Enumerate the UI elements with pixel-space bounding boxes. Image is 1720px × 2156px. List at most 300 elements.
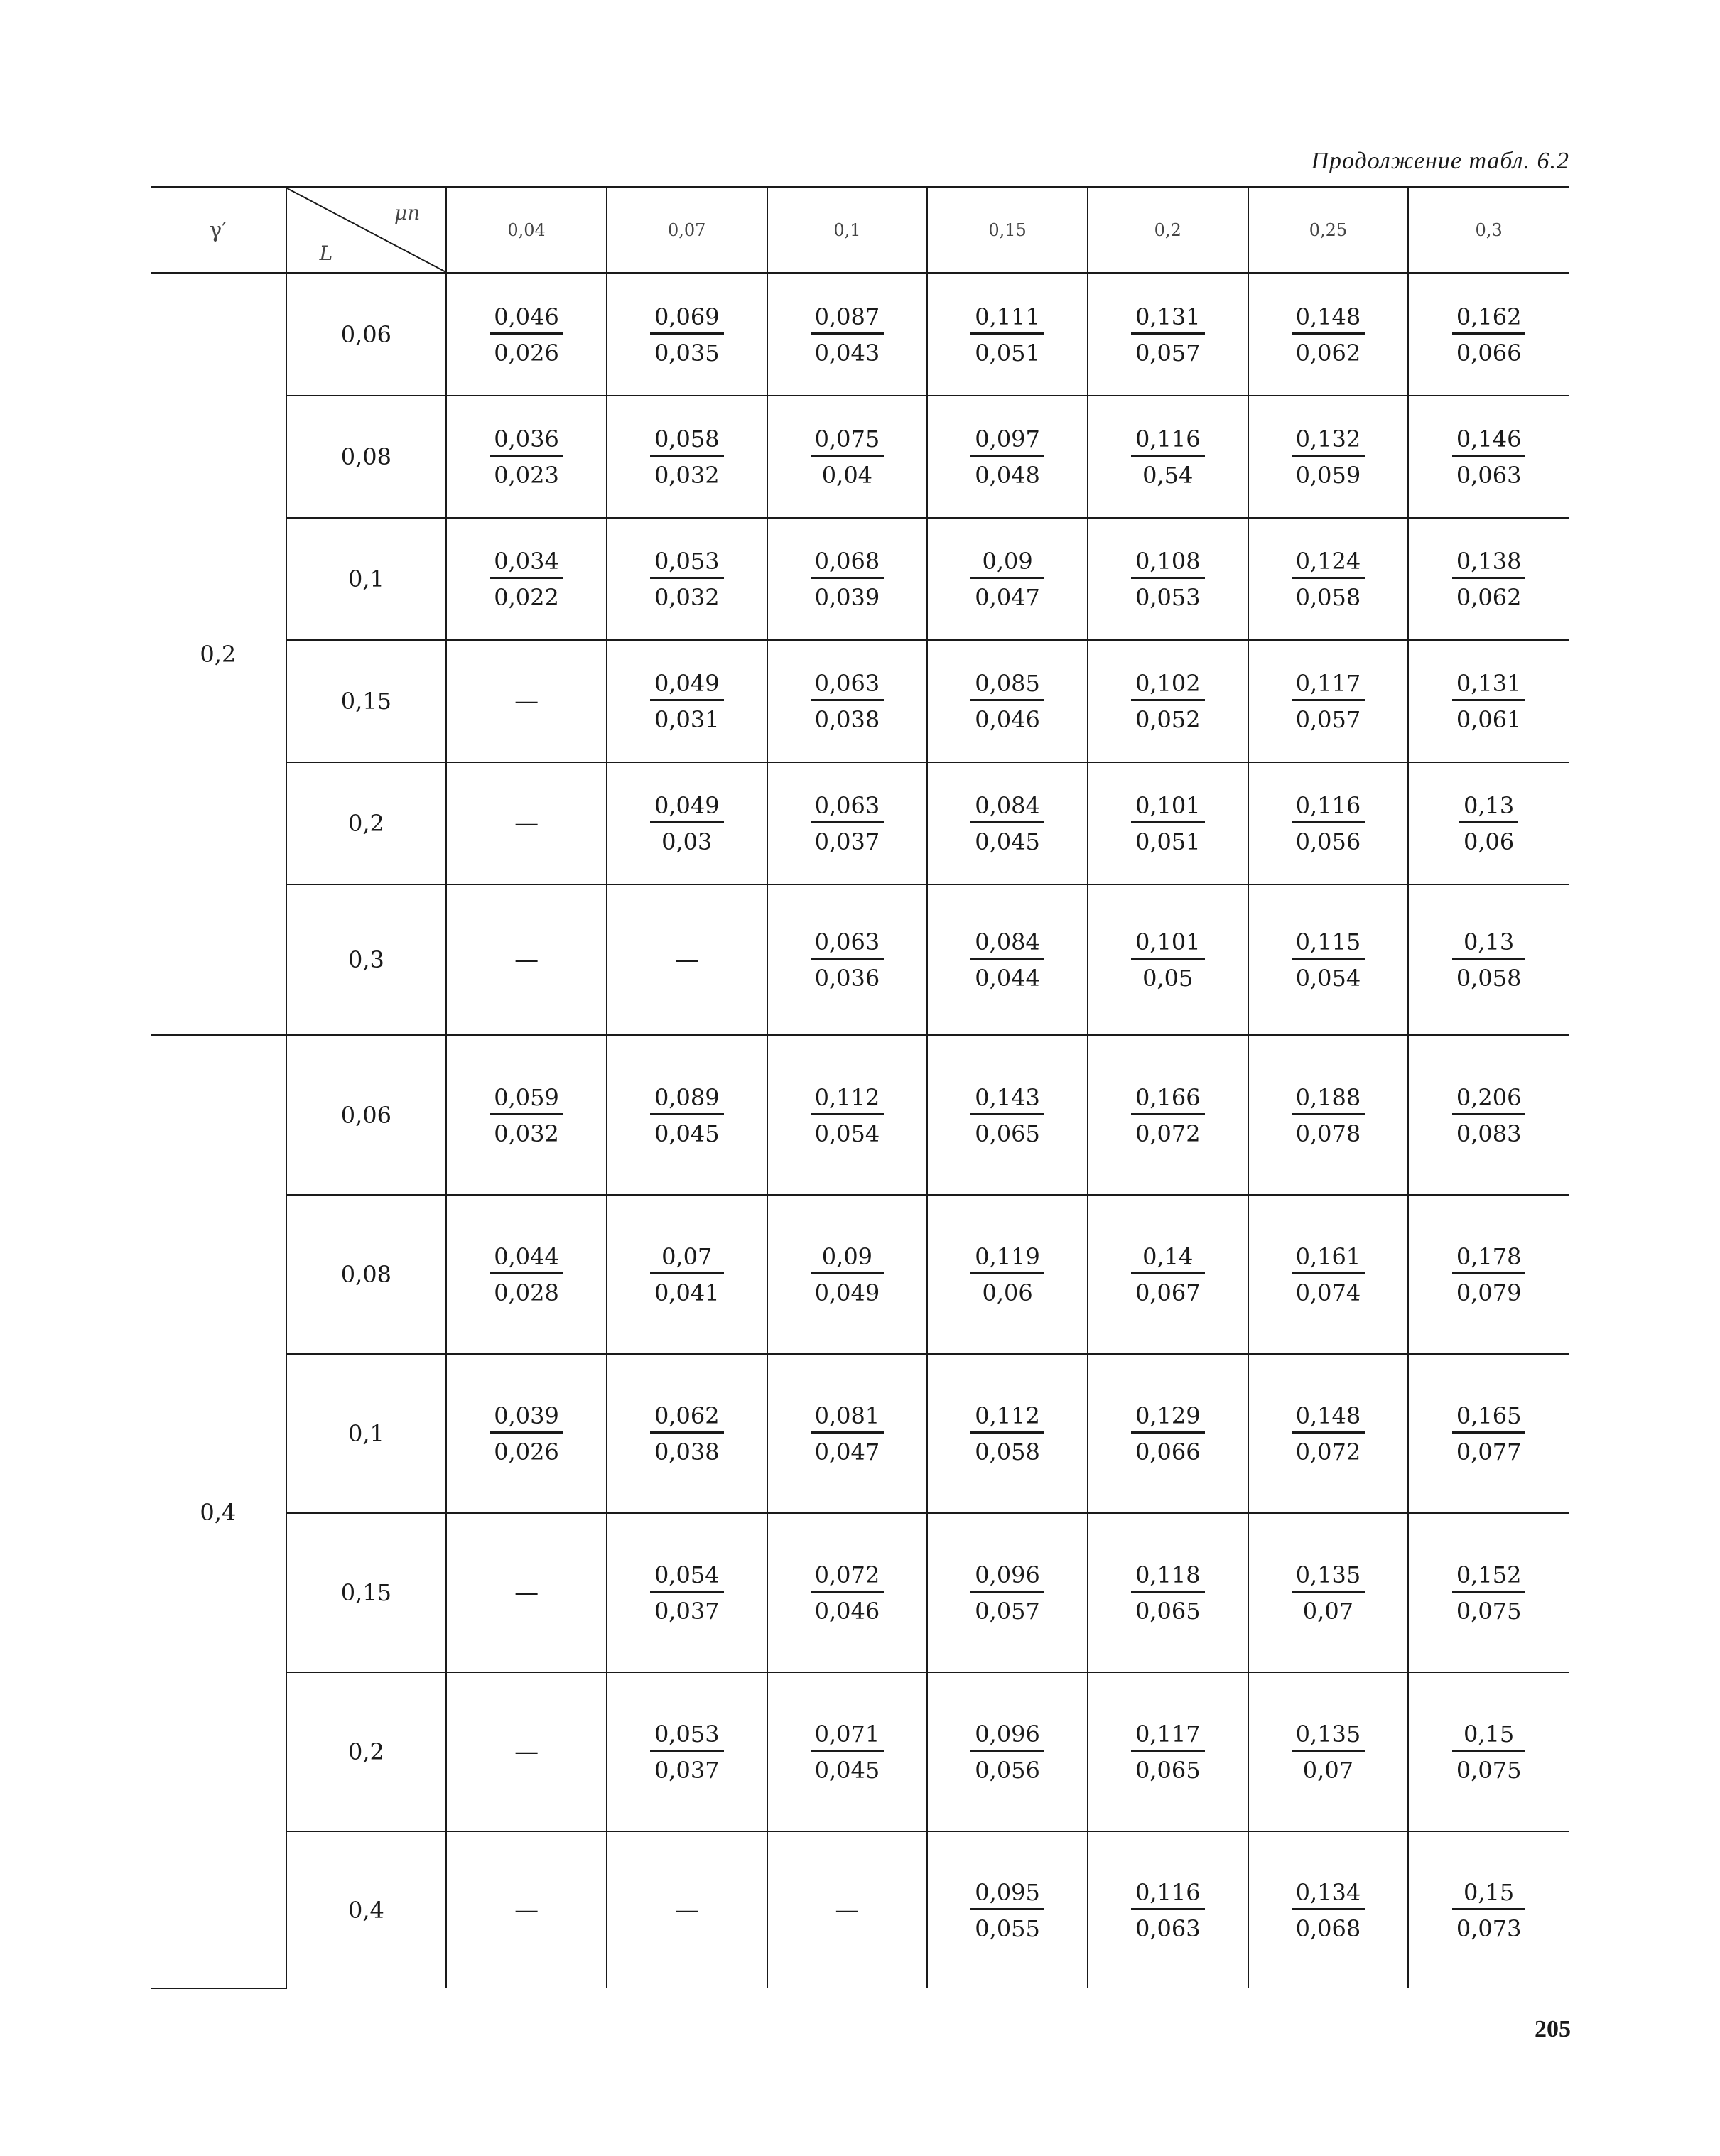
value-cell — [767, 1831, 928, 1988]
fraction — [490, 1083, 563, 1148]
value-cell — [446, 884, 607, 1036]
fraction-numerator: 0,117 — [1131, 1720, 1205, 1752]
value-cell — [767, 1036, 928, 1196]
fraction-denominator: 0,079 — [1456, 1279, 1522, 1306]
fraction — [650, 303, 724, 367]
fraction-denominator: 0,058 — [975, 1438, 1040, 1466]
fraction-denominator: 0,047 — [814, 1438, 880, 1466]
fraction-numerator: 0,059 — [490, 1083, 563, 1115]
value-cell — [1248, 1036, 1409, 1196]
value-cell — [1248, 884, 1409, 1036]
value-cell — [1088, 1036, 1248, 1196]
fraction-numerator: 0,063 — [811, 669, 885, 701]
fraction-denominator: 0,052 — [1135, 705, 1201, 733]
value-cell — [1248, 1831, 1409, 1988]
value-cell — [927, 1195, 1088, 1354]
fraction-numerator: 0,044 — [490, 1242, 563, 1274]
fraction — [1131, 1242, 1205, 1307]
empty-dash: — — [674, 946, 699, 974]
fraction-numerator: 0,049 — [650, 669, 724, 701]
l-value-cell: 0,15 — [286, 1513, 447, 1672]
fraction-numerator: 0,063 — [811, 928, 885, 960]
fraction-denominator: 0,035 — [654, 339, 720, 367]
fraction — [811, 1242, 885, 1307]
table-row — [151, 1354, 1569, 1513]
value-cell — [767, 762, 928, 884]
value-cell — [1408, 884, 1569, 1036]
fraction-numerator: 0,146 — [1452, 425, 1526, 457]
fraction-denominator: 0,041 — [654, 1279, 720, 1306]
fraction — [970, 1561, 1044, 1625]
fraction — [811, 1720, 885, 1784]
fraction-denominator: 0,058 — [1456, 964, 1522, 992]
value-cell — [607, 640, 767, 762]
diagonal-line — [287, 188, 446, 272]
table-row — [151, 884, 1569, 1036]
gamma-header: γ′ — [151, 188, 286, 273]
fraction-denominator: 0,049 — [814, 1279, 880, 1306]
fraction-numerator: 0,14 — [1131, 1242, 1205, 1274]
value-cell — [767, 396, 928, 518]
fraction — [1452, 547, 1526, 612]
fraction — [970, 1083, 1044, 1148]
value-cell — [1248, 518, 1409, 640]
table-row — [151, 1672, 1569, 1831]
fraction-numerator: 0,166 — [1131, 1083, 1205, 1115]
fraction — [650, 1083, 724, 1148]
value-cell — [446, 1354, 607, 1513]
value-cell — [767, 1195, 928, 1354]
fraction-numerator: 0,09 — [970, 547, 1044, 579]
fraction — [970, 547, 1044, 612]
empty-dash: — — [835, 1896, 860, 1924]
value-cell — [767, 273, 928, 396]
fraction-denominator: 0,065 — [1135, 1597, 1201, 1625]
fraction-denominator: 0,032 — [654, 583, 720, 611]
fraction — [1452, 1878, 1526, 1943]
l-value-cell: 0,1 — [286, 1354, 447, 1513]
fraction-numerator: 0,165 — [1452, 1402, 1526, 1434]
fraction — [1292, 1561, 1365, 1625]
value-cell — [1408, 762, 1569, 884]
value-cell — [1088, 884, 1248, 1036]
fraction-denominator: 0,072 — [1135, 1120, 1201, 1147]
fraction — [970, 1720, 1044, 1784]
empty-dash: — — [514, 809, 539, 838]
table-caption: Продолжение табл. 6.2 — [1311, 148, 1569, 174]
fraction — [1131, 928, 1205, 992]
mu-column-header: 0,07 — [607, 188, 767, 273]
fraction-denominator: 0,062 — [1456, 583, 1522, 611]
fraction — [1292, 669, 1365, 734]
fraction-numerator: 0,138 — [1452, 547, 1526, 579]
fraction-denominator: 0,045 — [814, 1756, 880, 1784]
fraction-numerator: 0,135 — [1292, 1720, 1365, 1752]
fraction-numerator: 0,178 — [1452, 1242, 1526, 1274]
fraction-denominator: 0,074 — [1295, 1279, 1361, 1306]
fraction — [811, 928, 885, 992]
value-cell — [446, 762, 607, 884]
fraction-denominator: 0,044 — [975, 964, 1040, 992]
fraction — [650, 547, 724, 612]
fraction-denominator: 0,063 — [1135, 1914, 1201, 1942]
fraction-denominator: 0,038 — [654, 1438, 720, 1466]
empty-dash: — — [674, 1896, 699, 1924]
value-cell — [1248, 1513, 1409, 1672]
fraction — [650, 1242, 724, 1307]
fraction — [1292, 791, 1365, 856]
fraction-numerator: 0,162 — [1452, 303, 1526, 335]
mu-column-header: 0,3 — [1408, 188, 1569, 273]
value-cell — [1088, 396, 1248, 518]
value-cell — [1408, 1831, 1569, 1988]
table-row — [151, 762, 1569, 884]
fraction-numerator: 0,116 — [1131, 1878, 1205, 1910]
fraction-denominator: 0,026 — [494, 339, 559, 367]
value-cell — [1248, 640, 1409, 762]
value-cell — [927, 640, 1088, 762]
value-cell — [927, 1513, 1088, 1672]
value-cell — [1408, 396, 1569, 518]
fraction-numerator: 0,096 — [970, 1561, 1044, 1593]
table-row — [151, 1195, 1569, 1354]
fraction-denominator: 0,075 — [1456, 1756, 1522, 1784]
fraction-numerator: 0,084 — [970, 928, 1044, 960]
value-cell — [446, 273, 607, 396]
fraction-numerator: 0,053 — [650, 1720, 724, 1752]
fraction — [811, 1561, 885, 1625]
value-cell — [927, 1672, 1088, 1831]
value-cell — [1088, 273, 1248, 396]
value-cell — [1248, 1672, 1409, 1831]
fraction — [1131, 1720, 1205, 1784]
fraction-denominator: 0,06 — [982, 1279, 1033, 1306]
value-cell — [1088, 1195, 1248, 1354]
fraction-numerator: 0,135 — [1292, 1561, 1365, 1593]
fraction — [650, 1402, 724, 1466]
fraction-denominator: 0,057 — [1135, 339, 1201, 367]
fraction-numerator: 0,054 — [650, 1561, 724, 1593]
fraction-numerator: 0,118 — [1131, 1561, 1205, 1593]
value-cell — [1088, 1672, 1248, 1831]
fraction-numerator: 0,049 — [650, 791, 724, 823]
fraction-numerator: 0,13 — [1452, 928, 1526, 960]
fraction-denominator: 0,072 — [1295, 1438, 1361, 1466]
fraction-denominator: 0,046 — [975, 705, 1040, 733]
fraction-denominator: 0,07 — [1302, 1756, 1354, 1784]
fraction-numerator: 0,084 — [970, 791, 1044, 823]
table-row — [151, 1513, 1569, 1672]
value-cell — [446, 518, 607, 640]
fraction-numerator: 0,116 — [1131, 425, 1205, 457]
fraction — [970, 669, 1044, 734]
value-cell — [607, 396, 767, 518]
fraction-numerator: 0,134 — [1292, 1878, 1365, 1910]
value-cell — [446, 1195, 607, 1354]
fraction — [970, 1402, 1044, 1466]
fraction-denominator: 0,056 — [1295, 828, 1361, 855]
fraction — [811, 791, 885, 856]
fraction-denominator: 0,028 — [494, 1279, 559, 1306]
fraction — [490, 1402, 563, 1466]
table-row — [151, 273, 1569, 396]
fraction-denominator: 0,037 — [814, 828, 880, 855]
page-number: 205 — [1535, 2016, 1571, 2042]
fraction — [1292, 1878, 1365, 1943]
fraction — [1292, 425, 1365, 489]
value-cell — [1248, 396, 1409, 518]
value-cell — [767, 884, 928, 1036]
fraction-numerator: 0,096 — [970, 1720, 1044, 1752]
table-row — [151, 518, 1569, 640]
fraction-numerator: 0,053 — [650, 547, 724, 579]
fraction — [811, 669, 885, 734]
fraction — [650, 425, 724, 489]
fraction-denominator: 0,032 — [494, 1120, 559, 1147]
fraction-numerator: 0,034 — [490, 547, 563, 579]
fraction-denominator: 0,031 — [654, 705, 720, 733]
fraction — [970, 1878, 1044, 1943]
fraction — [1452, 1720, 1526, 1784]
value-cell — [767, 518, 928, 640]
fraction-numerator: 0,101 — [1131, 791, 1205, 823]
fraction-numerator: 0,112 — [811, 1083, 885, 1115]
fraction-denominator: 0,037 — [654, 1756, 720, 1784]
fraction — [1131, 791, 1205, 856]
fraction-numerator: 0,117 — [1292, 669, 1365, 701]
fraction-numerator: 0,116 — [1292, 791, 1365, 823]
fraction — [1459, 791, 1518, 856]
value-cell — [607, 1672, 767, 1831]
fraction — [650, 1720, 724, 1784]
fraction-denominator: 0,063 — [1456, 461, 1522, 489]
fraction-numerator: 0,085 — [970, 669, 1044, 701]
fraction — [1292, 1242, 1365, 1307]
value-cell — [927, 273, 1088, 396]
value-cell — [1408, 518, 1569, 640]
value-cell — [1088, 762, 1248, 884]
fraction-denominator: 0,038 — [814, 705, 880, 733]
value-cell — [767, 1354, 928, 1513]
fraction-numerator: 0,068 — [811, 547, 885, 579]
fraction-denominator: 0,077 — [1456, 1438, 1522, 1466]
fraction-numerator: 0,063 — [811, 791, 885, 823]
value-cell — [927, 518, 1088, 640]
value-cell — [607, 762, 767, 884]
fraction-denominator: 0,083 — [1456, 1120, 1522, 1147]
mu-header-label: μn — [394, 201, 421, 224]
empty-dash: — — [514, 1896, 539, 1924]
value-cell — [607, 273, 767, 396]
fraction-numerator: 0,095 — [970, 1878, 1044, 1910]
fraction-numerator: 0,07 — [650, 1242, 724, 1274]
l-value-cell: 0,08 — [286, 396, 447, 518]
fraction-denominator: 0,054 — [1295, 964, 1361, 992]
fraction — [1452, 928, 1526, 992]
fraction — [490, 1242, 563, 1307]
fraction — [1131, 1402, 1205, 1466]
l-value-cell: 0,06 — [286, 1036, 447, 1196]
fraction — [1292, 547, 1365, 612]
fraction — [1292, 1720, 1365, 1784]
fraction-numerator: 0,15 — [1452, 1878, 1526, 1910]
fraction-numerator: 0,124 — [1292, 547, 1365, 579]
fraction-denominator: 0,058 — [1295, 583, 1361, 611]
fraction — [490, 547, 563, 612]
value-cell — [1248, 1354, 1409, 1513]
value-cell — [927, 1036, 1088, 1196]
fraction-denominator: 0,051 — [1135, 828, 1201, 855]
value-cell — [607, 884, 767, 1036]
value-cell — [927, 884, 1088, 1036]
fraction-numerator: 0,15 — [1452, 1720, 1526, 1752]
l-value-cell: 0,4 — [286, 1831, 447, 1988]
fraction-numerator: 0,039 — [490, 1402, 563, 1434]
fraction-denominator: 0,045 — [654, 1120, 720, 1147]
fraction-numerator: 0,131 — [1131, 303, 1205, 335]
value-cell — [1408, 1513, 1569, 1672]
fraction — [811, 303, 885, 367]
fraction-denominator: 0,051 — [975, 339, 1040, 367]
fraction — [1131, 1561, 1205, 1625]
fraction-numerator: 0,062 — [650, 1402, 724, 1434]
fraction — [1452, 1242, 1526, 1307]
fraction — [1452, 1083, 1526, 1148]
fraction-numerator: 0,131 — [1452, 669, 1526, 701]
empty-dash: — — [514, 946, 539, 974]
fraction — [970, 928, 1044, 992]
fraction-denominator: 0,057 — [975, 1597, 1040, 1625]
fraction-numerator: 0,143 — [970, 1083, 1044, 1115]
coefficient-table — [151, 186, 1569, 1989]
value-cell — [767, 1672, 928, 1831]
fraction — [970, 425, 1044, 489]
empty-dash: — — [514, 1578, 539, 1607]
fraction — [970, 791, 1044, 856]
fraction — [1131, 1083, 1205, 1148]
fraction-denominator: 0,055 — [975, 1914, 1040, 1942]
value-cell — [607, 518, 767, 640]
l-value-cell: 0,2 — [286, 1672, 447, 1831]
fraction-numerator: 0,036 — [490, 425, 563, 457]
fraction-denominator: 0,057 — [1295, 705, 1361, 733]
value-cell — [1408, 1354, 1569, 1513]
table-row — [151, 1036, 1569, 1196]
table-row — [151, 396, 1569, 518]
fraction — [1452, 669, 1526, 734]
fraction-numerator: 0,072 — [811, 1561, 885, 1593]
fraction-numerator: 0,089 — [650, 1083, 724, 1115]
value-cell — [927, 1354, 1088, 1513]
l-header-label: L — [319, 242, 333, 265]
fraction-denominator: 0,065 — [1135, 1756, 1201, 1784]
fraction-denominator: 0,061 — [1456, 705, 1522, 733]
fraction-denominator: 0,062 — [1295, 339, 1361, 367]
fraction-denominator: 0,05 — [1142, 964, 1194, 992]
mu-column-header: 0,04 — [446, 188, 607, 273]
fraction — [1452, 1402, 1526, 1466]
fraction-numerator: 0,075 — [811, 425, 885, 457]
fraction — [490, 425, 563, 489]
fraction-numerator: 0,206 — [1452, 1083, 1526, 1115]
value-cell — [927, 762, 1088, 884]
fraction-numerator: 0,069 — [650, 303, 724, 335]
fraction — [1131, 303, 1205, 367]
fraction-numerator: 0,101 — [1131, 928, 1205, 960]
value-cell — [767, 640, 928, 762]
fraction-numerator: 0,161 — [1292, 1242, 1365, 1274]
fraction-denominator: 0,065 — [975, 1120, 1040, 1147]
mu-column-header: 0,25 — [1248, 188, 1409, 273]
fraction — [811, 1402, 885, 1466]
value-cell — [927, 1831, 1088, 1988]
fraction-denominator: 0,067 — [1135, 1279, 1201, 1306]
table-body — [151, 273, 1569, 1989]
fraction — [1131, 547, 1205, 612]
fraction-denominator: 0,066 — [1135, 1438, 1201, 1466]
fraction-numerator: 0,087 — [811, 303, 885, 335]
diagonal-header — [286, 188, 447, 273]
fraction-denominator: 0,047 — [975, 583, 1040, 611]
value-cell — [1408, 1036, 1569, 1196]
fraction — [490, 303, 563, 367]
l-value-cell: 0,3 — [286, 884, 447, 1036]
fraction-denominator: 0,036 — [814, 964, 880, 992]
fraction-numerator: 0,046 — [490, 303, 563, 335]
fraction-denominator: 0,068 — [1295, 1914, 1361, 1942]
fraction-numerator: 0,108 — [1131, 547, 1205, 579]
value-cell — [767, 1513, 928, 1672]
table-row — [151, 1831, 1569, 1988]
fraction-denominator: 0,022 — [494, 583, 559, 611]
value-cell — [1248, 762, 1409, 884]
fraction-numerator: 0,071 — [811, 1720, 885, 1752]
value-cell — [446, 396, 607, 518]
header-row — [151, 188, 1569, 273]
fraction — [1292, 928, 1365, 992]
fraction — [970, 1242, 1044, 1307]
value-cell — [1408, 273, 1569, 396]
fraction-numerator: 0,148 — [1292, 1402, 1365, 1434]
mu-column-header: 0,2 — [1088, 188, 1248, 273]
fraction — [970, 303, 1044, 367]
fraction-denominator: 0,053 — [1135, 583, 1201, 611]
table-row — [151, 640, 1569, 762]
value-cell — [446, 1831, 607, 1988]
value-cell — [607, 1036, 767, 1196]
l-value-cell: 0,1 — [286, 518, 447, 640]
value-cell — [1248, 1195, 1409, 1354]
value-cell — [1408, 1672, 1569, 1831]
fraction-numerator: 0,111 — [970, 303, 1044, 335]
value-cell — [446, 640, 607, 762]
value-cell — [1248, 273, 1409, 396]
fraction-denominator: 0,04 — [821, 461, 873, 489]
fraction-numerator: 0,097 — [970, 425, 1044, 457]
value-cell — [1088, 1831, 1248, 1988]
fraction-numerator: 0,081 — [811, 1402, 885, 1434]
value-cell — [446, 1672, 607, 1831]
fraction-denominator: 0,054 — [814, 1120, 880, 1147]
fraction-denominator: 0,078 — [1295, 1120, 1361, 1147]
l-value-cell: 0,2 — [286, 762, 447, 884]
l-value-cell: 0,06 — [286, 273, 447, 396]
fraction-denominator: 0,03 — [661, 828, 713, 855]
fraction-denominator: 0,032 — [654, 461, 720, 489]
fraction — [1452, 1561, 1526, 1625]
fraction-numerator: 0,188 — [1292, 1083, 1365, 1115]
fraction — [650, 791, 724, 856]
